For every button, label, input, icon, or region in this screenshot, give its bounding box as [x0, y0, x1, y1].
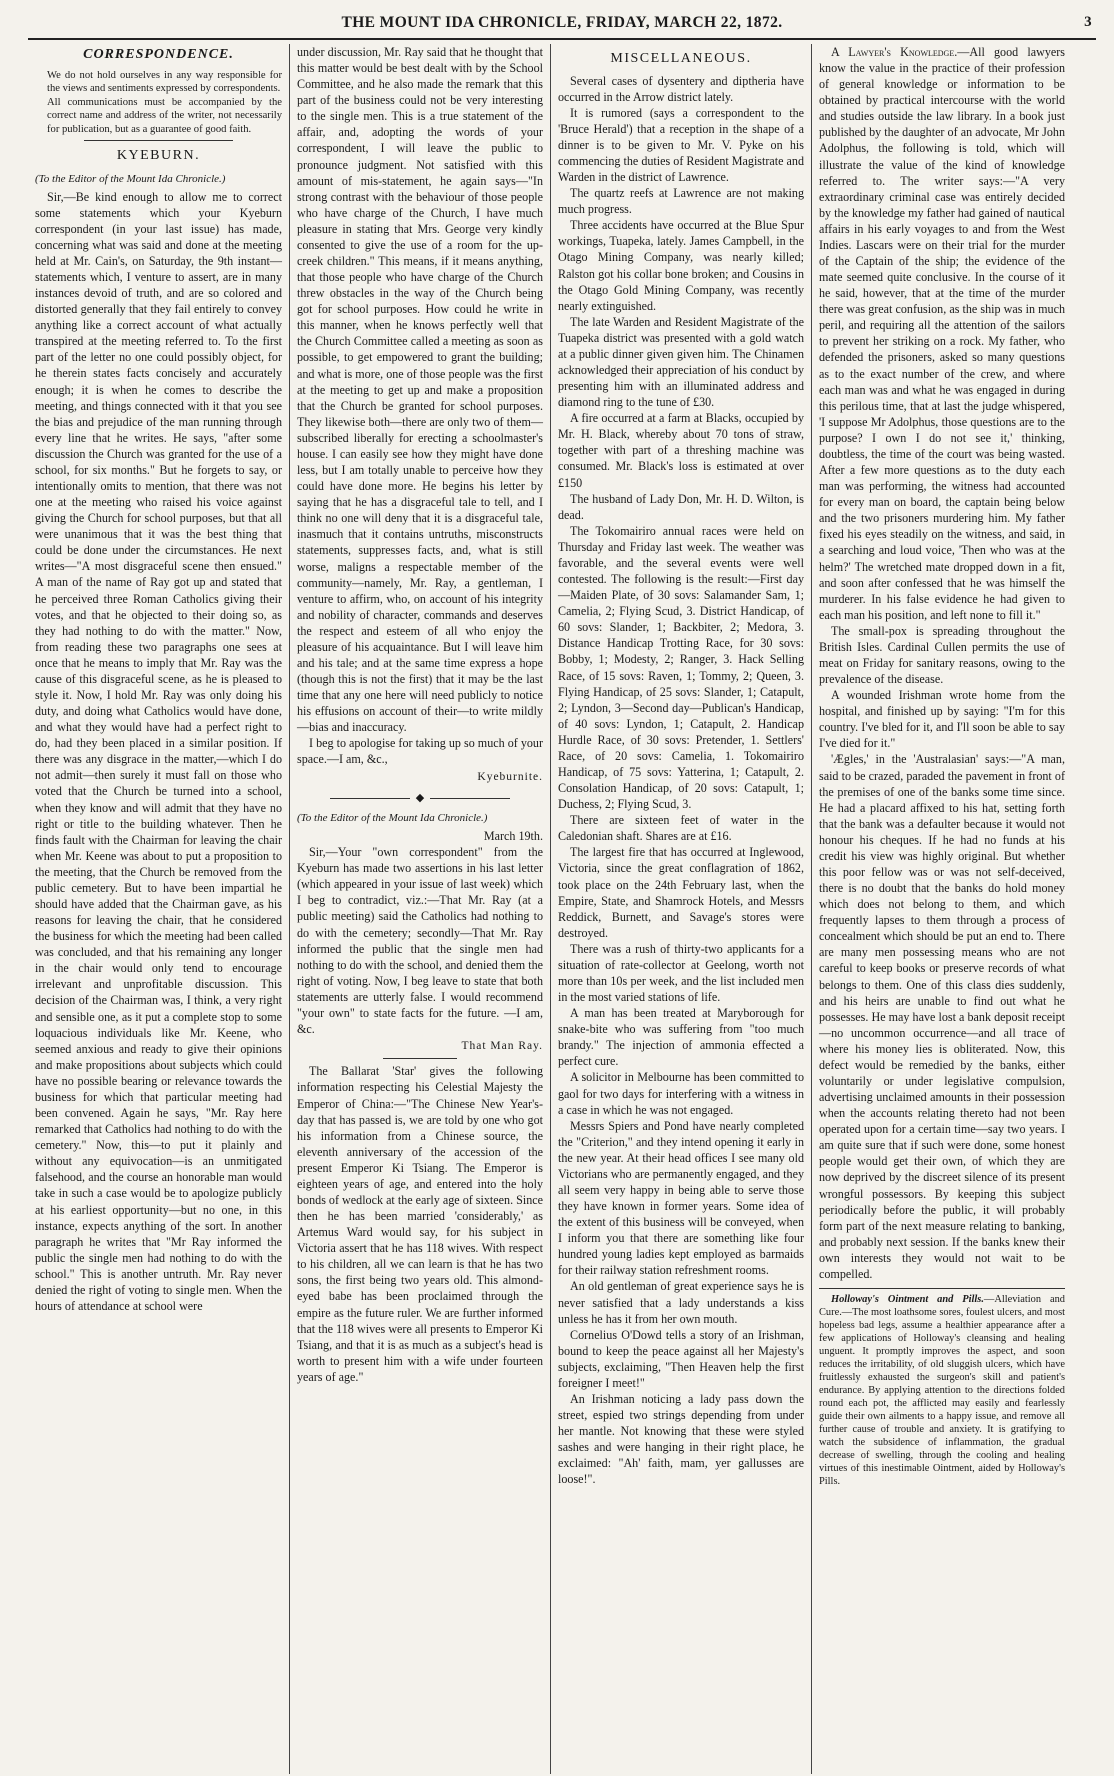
second-letter-text: Sir,—Your "own correspondent" from the Kyeburn has made two assertions in his last letter (which appeared in your issue of last week) which I beg to contradict, viz.:—That Mr. Ray (at a public meeting) said the Catholics had nothing to do with the cemetery; secondly—That Mr. Ray informed the public that the single men had nothing to do with the school, and denied them the right of voting. Now, I beg leave to state that both statements are utterly false. I would recommend "your own" to state facts for the future. —I am, &c.: [297, 845, 543, 1036]
column-4: [811, 44, 1072, 1774]
misc-item: The husband of Lady Don, Mr. H. D. Wilton, is dead.: [558, 491, 804, 522]
misc-item: Several cases of dysentery and diptheria have occurred in the Arrow district lately.: [558, 73, 804, 104]
lawyer-knowledge-text: —All good lawyers know the value in the practice of their profession of general knowledge or information to be obtained by practical intercourse with the world and studies outside the law library. In a book just published by the daughter of an advocate, Mr John Adolphus, the following is told, which will illustrate the value of the kind of knowledge referred to. The writer says:—"A very extraordinary criminal case was entirely decided by the knowledge my father had gained of nautical affairs in his early voyages to and from the West Indies. Lascars were on their trial for the murder of the Captain of the ship; the evidence of the mate seemed quite conclusive. In the course of it he said, however, that at the time of the murder there was great confusion, as the ship was in much peril, and requiring all the attention of the sailors to prevent her striking on a rock. My father, who defended the prisoners, asked so many questions as to the exact number of the crew, and where each man was and what he was engaged in during this perilous time, that at last the judge whispered, 'I suppose Mr Adolphus, those questions are to the purpose? I own I do not see it,' thinking, doubtless, the time of the court was being wasted. After a few more questions as to the duty each man was performing, the witness had accounted for every man on board, the captain being below and the two prisoners murdering him. My father fixed his eyes steadily on the witness, and said, in a searching and loud voice, 'Then who was at the helm?' The wretched mate dropped down in a fit, and soon after confessed that he was himself the murderer. In his false evidence he had given to each man his position, and left none to fill it.": [819, 45, 1065, 622]
holloway-ad-title: Holloway's Ointment and Pills.: [831, 1294, 984, 1306]
column-1: [28, 44, 289, 1774]
masthead-title: THE MOUNT IDA CHRONICLE, FRIDAY, MARCH 22, 1872.: [341, 14, 783, 31]
letter-date: March 19th.: [483, 829, 543, 844]
lawyer-knowledge-article: [819, 44, 1065, 623]
columns: [28, 44, 1096, 1774]
misc-item: The quartz reefs at Lawrence are not making much progress.: [558, 186, 804, 217]
lawyer-knowledge-lede: A Lawyer's Knowledge.: [831, 45, 958, 59]
misc-item: A fire occurred at a farm at Blacks, occupied by Mr. H. Black, whereby about 70 tons of straw, together with part of a threshing machine was consumed. Mr. Black's loss is estimated at over £150: [558, 411, 804, 490]
misc-item: The Tokomairiro annual races were held on Thursday and Friday last week. The weather was favorable, and the several events were well contested. The following is the result:—First day—Maiden Plate, of 30 sovs: Salamander Sam, 1; Camelia, 2; Flying Scud, 3. District Handicap, of 60 sovs: Slander, 1; Backbiter, 2; Medora, 3. Distance Handicap Trotting Race, for 30 sovs: Bobby, 1; Modesty, 2; Ranger, 3. Hack Selling Race, of 15 sovs: Raven, 1; Tommy, 2; Queen, 3. Flying Handicap, of 25 sovs: Slander, 1; Catapult, 2; Lyndon, 3—Second day—Publican's Handicap, of 40 sovs: Lyndon, 1; Catapult, 2. Handicap Hurdle Race, of 30 sovs: Pretender, 1. Settlers' Race, of 20 sovs: Camelia, 1. Tokomairiro Handicap, of 75 sovs: Yatterina, 1; Catapult, 2. Consolation Handicap, of 20 sovs: Catapult, 1; Duchess, 2; Flying Scud, 3.: [558, 523, 804, 812]
divider-ornament: ◆: [297, 791, 543, 806]
section-rule: [84, 140, 232, 141]
column-2: [289, 44, 550, 1774]
misc-item: There was a rush of thirty-two applicants for a situation of rate-collector at Geelong, worth not more than 10s per week, and the list included men in the most varied stations of life.: [558, 941, 804, 1005]
misc-item: The late Warden and Resident Magistrate of the Tuapeka district was presented with a gold watch at a public dinner given given him. The Chinamen acknowledged their appreciation of his conduct by presenting him with an illuminated address and diamond ring to the tune of £30.: [558, 314, 804, 410]
misc-item: Messrs Spiers and Pond have nearly completed the "Criterion," and they intend opening it early in the new year. At their head offices I see many old Victorians who are permanently engaged, and they all seem very happy in being able to serve those they have known in former years. Some idea of the extent of this business will be conveyed, when I inform you that there are something like four hundred young ladies kept employed as barmaids for their railway station refreshment rooms.: [558, 1118, 804, 1278]
holloway-ad-text: —Alleviation and Cure.—The most loathsome sores, foulest ulcers, and most hopeless bad legs, assume a healthier appearance after a few applications of Holloway's cleansing and healing unguent. It promptly improves the aspect, and soon reduces the irritability, of old sluggish ulcers, which have fruitlessly exhausted the surgeon's skill and patient's endurance. By applying attention to the directions folded round each pot, the afflicted may easily and fearlessly guide their own ailments to a happy issue, and remove all further cause of trouble and anxiety. It is gratifying to watch the subsidence of inflammation, the gradual decrease of swelling, through the cooling and healing virtues of this inestimable Ointment, aided by Holloway's Pills.: [819, 1294, 1065, 1488]
smallpox-item: The small-pox is spreading throughout the British Isles. Cardinal Cullen permits the use of meat on Friday for sanitary reasons, owing to the prevalence of the disease.: [819, 623, 1065, 687]
kyeburn-heading: KYEBURN.: [116, 148, 201, 164]
misc-item: A solicitor in Melbourne has been committed to gaol for two days for interfering with a witness in a case in which he was not engaged.: [558, 1070, 804, 1117]
misc-item: It is rumored (says a correspondent to the 'Bruce Herald') that a reception in the shape of a dinner is to be given to Mr. V. Pyke on his commencing the duties of Resident Magistrate and Warden in the district of Lawrence.: [558, 105, 804, 185]
correspondence-heading: CORRESPONDENCE.: [83, 47, 234, 62]
kyeburn-letter-continued: under discussion, Mr. Ray said that he thought that this matter would be best dealt with by the School Committee, and he also made the remark that this part of the business could not be very interesting to the single men. This is a true statement of the affair, and, adopting the words of your correspondent, I will leave the public to pronounce judgment. Not satisfied with this amount of mis-statement, he again says—"In strong contrast with the behaviour of those people who have charge of the Church, I have much pleasure in stating that Mrs. George very kindly consented to give the use of a room for the up-creek children." This means, if it means anything, that those people who have charge of the Church threw obstacles in the way of the Church being got for school purposes. How could he write in this manner, when he knows perfectly well that the Church Committee called a meeting as soon as possible, to get empowered to grant the building; and what is more, one of those people was the first at the meeting to get up and make a proposition that the Church be granted for school purposes. They likewise both—there are only two of them—subscribed liberally for erecting a schoolmaster's house. I can easily see how they might have done less, but I am totally unable to perceive how they could have done more. He begins his letter by saying that he has a disgraceful tale to tell, and I think no one will deny that it is a disgraceful tale, inasmuch that it contains untruths, misconstructs statements, suppresses facts, and, what is still worse, maligns a respectable member of the community—namely, Mr. Ray, a gentleman, I venture to affirm, who, on account of his integrity and nobility of character, commands and deserves the respect and esteem of all who enjoy the pleasure of his acquaintance. But I will leave him and his tale; and at the same time express a hope (though this is not the first) that it may be the last time that any one here will need publicly to notice his effusions on account of their—to write mildly—bias and inaccuracy.: [297, 45, 543, 735]
short-rule: [383, 1058, 457, 1059]
page-number: 3: [1084, 14, 1092, 30]
signature-that-man-ray: That Man Ray.: [461, 1040, 543, 1053]
disclaimer-communications: All communications must be accompanied by the correct name and address of the writer, not necessarily for publication, but as a guarantee of good faith.: [47, 96, 282, 135]
apology-line: I beg to apologise for taking up so much of your space.—I am, &c.,: [297, 736, 543, 767]
misc-item: A man has been treated at Maryborough for snake-bite who was suffering from "too much brandy." The injection of ammonia effected a perfect cure.: [558, 1006, 804, 1069]
masthead: [28, 8, 1096, 40]
disclaimer-responsibility: We do not hold ourselves in any way responsible for the views and sentiments expressed by correspondents.: [47, 69, 282, 95]
misc-item: The largest fire that has occurred at Inglewood, Victoria, since the great conflagration of 1862, took place on the 24th February last, when the Empire, State, and Shamrock Hotels, and Messrs Reddick, Burnett, and Savage's stores were destroyed.: [558, 845, 804, 940]
miscellaneous-list: [558, 73, 804, 1488]
miscellaneous-heading: MISCELLANEOUS.: [610, 51, 752, 66]
column-3: [550, 44, 811, 1774]
aegles-bank-item: 'Ægles,' in the 'Australasian' says:—"A man, said to be crazed, paraded the pavement in front of the premises of one of the banks some time since. He had a placard affixed to his hat, setting forth that the bank was a defaulter because it would not honour his cheques. If he had no funds at his credit his view was highly original. But whether this poor fellow was or was not self-deceived, there is no doubt that the banks do hold money which does not belong to them, and which frequently lapses to them through a process of concealment which should be put an end to. There are many men possessing means who are not careful to keep books or preserve records of what belongs to them. One of this class dies suddenly, and his heirs are unable to find out what he possesses. He may have lost a bank deposit receipt—no uncommon occurrence—and all trace of where his money lies is obliterated. Now, this defect would be remedied by the banks, either voluntarily or under legislative compulsion, advertising unclaimed amounts in their possession when the accounts relating thereto had not been operated upon for a certain time—say two years. I am quite sure that if such were done, some honest people would get their own, of which they are now deprived by the discreet silence of its present wrongful possessors. By keeping this subject periodically before the public, it will probably form part of the next measure relating to banking, and probably next session. If the banks knew their own interests they would not wait to be compelled.: [819, 752, 1065, 1281]
holloway-advertisement: [819, 1288, 1065, 1488]
misc-item: An old gentleman of great experience says he is never satisfied that a lady understands a kiss unless he has it from her own mouth.: [558, 1279, 804, 1326]
misc-item: Cornelius O'Dowd tells a story of an Irishman, bound to keep the peace against all her Majesty's subjects, exclaiming, "Then Heaven help the first foreigner I meet!": [558, 1327, 804, 1390]
signature-kyeburnite: Kyeburnite.: [477, 770, 543, 783]
to-editor-line-2: (To the Editor of the Mount Ida Chronicle.): [297, 812, 488, 825]
to-editor-line: (To the Editor of the Mount Ida Chronicle.): [35, 172, 226, 185]
misc-item: An Irishman noticing a lady pass down the street, espied two strings depending from under her mantle. Not knowing that these were styled sashes and were hanging in their right place, he exclaimed: "Ah' faith, mam, yer gallusses are loose!".: [558, 1392, 804, 1487]
misc-item: There are sixteen feet of water in the Caledonian shaft. Shares are at £16.: [558, 813, 804, 844]
misc-item: Three accidents have occurred at the Blue Spur workings, Tuapeka, lately. James Campbell, in the Otago Mining Company, was nearly killed; Ralston got his collar bone broken; and Cousins in the Otago Gold Mining Company, was recently nearly extinguished.: [558, 218, 804, 313]
kyeburn-letter-text: Sir,—Be kind enough to allow me to correct some statements which your Kyeburn correspondent (in your last issue) has made, concerning what was said and done at the meeting held at Mr. Cain's, on Saturday, the 9th instant—statements which, I venture to assert, are in many instances devoid of truth, and are so colored and distorted generally that they fail entirely to convey anything like a correct account of what actually transpired at the meeting referred to. To the first part of the letter no one could possibly object, for he therein states facts concisely and accurately enough; it is when he comes to describe the meeting, and things connected with it that you see the bias and prejudice of the man running through every line that he writes. He says, "after some discussion the Church was granted for the use of a school, for six months." But he forgets to say, or intentionally omits to mention, that there was not one at the meeting who raised his voice against giving the Church for school purposes, but that all were unanimous that it was the best thing that could be done under the circumstances. He next writes—"A most disgraceful scene then ensued." A man of the name of Ray got up and stated that he perceived three Roman Catholics giving their votes, and that he objected to their doing so, as they had nothing to do with the matter." Now, from reading these two paragraphs one sees at once that he means to imply that Mr. Ray was the cause of this disgraceful scene, as he is pleased to style it. Now, I hold Mr. Ray was only doing his duty, and doing what Catholics would have done, and what they would have had a perfect right to do, had they been placed in a similar position. If there was any disgrace in the matter,—which I do not admit—then surely it must fall on those who voted that the Church be turned into a school, when they know and will admit that they have no right or title to the building whatever. Then he finds fault with the Chairman for leaving the chair when Mr. Keene was about to put a proposition to the meeting, that the Church be removed from the public cemetery. But to have been impartial he should have added that the Chairman gave, as his reasons for leaving the chair, that he considered the business for which the meeting had been called was concluded, and that his remaining any longer in the chair would only tend to encourage irrelevant and unprofitable discussion. This decision of the Chairman was, I think, a very right and sensible one, as it put a complete stop to some loquacious individuals like Mr. Keene, who seemed anxious and ready to give their opinions and make propositions about subjects which could have no possible bearing or relevance towards the business for which that particular meeting had been convened. Again he says, "Mr. Ray here remarked that Catholics had nothing to do with the cemetery." Now, this—to put it plainly and without any equivocation—is an unmitigated falsehood, and the course an honorable man would take in such a case would be to apologize publicly at his earliest opportunity—but no one, in this instance, expects anything of the sort. In another paragraph he writes that "Mr Ray informed the public the single men had nothing to do with the school." This is another untruth. Mr. Ray never denied the right of voting to single men. When the hours of attendance at school were: [35, 189, 282, 1313]
wounded-irishman-item: A wounded Irishman wrote home from the hospital, and finished up by saying: "I'm for this country. I've bled for it, and I'll soon be able to say I've died for it.": [819, 688, 1065, 751]
chinese-emperor-article: The Ballarat 'Star' gives the following information respecting his Celestial Majesty the Emperor of China:—"The Chinese New Year's-day that has passed is, we are told by one who got his information from a Chinese source, the eleventh anniversary of the accession of the present Emperor Ki Tsiang. The Emperor is eighteen years of age, and entered into the holy bonds of wedlock at the early age of sixteen. Since then he has been married 'considerably,' as Artemus Ward would say, for his subject in Victoria assert that he has 118 wives. With respect to his children, all we can learn is that he has two sons, the first being two years old. This almond-eyed babe has been proclaimed through the empire as the future ruler. We are further informed that the 118 wives were all presents to Emperor Ki Tsiang, and that it is as much as a subject's head is worth to present him with a wife under fourteen years of age.": [297, 1064, 543, 1384]
